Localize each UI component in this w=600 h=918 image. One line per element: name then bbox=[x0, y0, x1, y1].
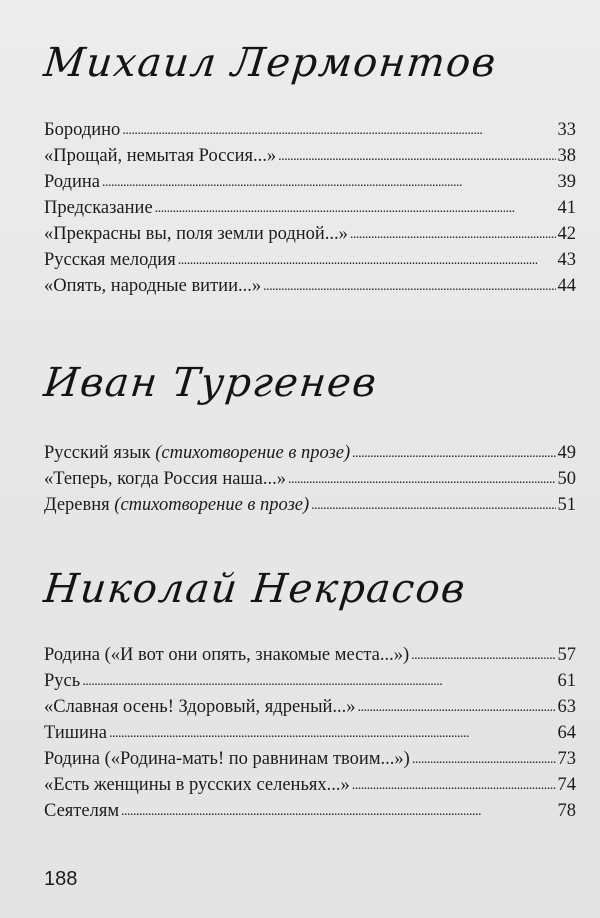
toc-entry bbox=[44, 440, 576, 466]
entry-title: «Теперь, когда Россия наша...» bbox=[44, 469, 287, 489]
dot-leader bbox=[155, 194, 556, 222]
entry-page: 42 bbox=[557, 224, 576, 244]
entry-title: Деревня (стихотворение в прозе) bbox=[44, 495, 310, 515]
dot-leader bbox=[278, 142, 555, 170]
entry-page: 50 bbox=[557, 469, 576, 489]
toc-entry bbox=[44, 195, 576, 221]
entry-page: 44 bbox=[557, 276, 576, 296]
entry-title: «Прекрасны вы, поля земли родной...» bbox=[44, 224, 348, 244]
toc-entry bbox=[44, 746, 576, 772]
entry-title: Бородино bbox=[44, 120, 121, 140]
dot-leader bbox=[102, 168, 556, 196]
dot-leader bbox=[352, 771, 556, 799]
dot-leader bbox=[82, 667, 555, 695]
dot-leader bbox=[311, 491, 555, 519]
entry-page: 43 bbox=[557, 250, 576, 270]
author-heading: Михаил Лермонтов bbox=[41, 40, 500, 86]
entry-title: «Прощай, немытая Россия...» bbox=[44, 146, 277, 166]
entry-title-italic: (стихотворение в прозе) bbox=[114, 495, 310, 515]
entry-title: Родина bbox=[44, 172, 100, 192]
entry-title: «Есть женщины в русских селеньях...» bbox=[44, 775, 350, 795]
toc-section bbox=[44, 117, 576, 299]
entry-page: 73 bbox=[557, 749, 576, 769]
entry-title: Предсказание bbox=[44, 198, 153, 218]
author-heading: Иван Тургенев bbox=[41, 360, 380, 406]
entry-title: Родина («Родина-мать! по равнинам твоим...») bbox=[44, 749, 410, 769]
entry-page: 38 bbox=[557, 146, 576, 166]
toc-entry bbox=[44, 642, 576, 668]
entry-page: 63 bbox=[557, 697, 576, 717]
entry-page: 51 bbox=[557, 495, 576, 515]
dot-leader bbox=[263, 272, 555, 300]
entry-page: 57 bbox=[557, 645, 576, 665]
toc-entry bbox=[44, 720, 576, 746]
entry-page: 39 bbox=[557, 172, 576, 192]
entry-page: 78 bbox=[557, 801, 576, 821]
dot-leader bbox=[350, 220, 556, 248]
toc-entry bbox=[44, 466, 576, 492]
toc-entry bbox=[44, 143, 576, 169]
toc-entry bbox=[44, 492, 576, 518]
toc-entry bbox=[44, 117, 576, 143]
entry-page: 49 bbox=[557, 443, 576, 463]
entry-title: Сеятелям bbox=[44, 801, 120, 821]
entry-title: Русская мелодия bbox=[44, 250, 176, 270]
entry-title: «Славная осень! Здоровый, ядреный...» bbox=[44, 697, 356, 717]
toc-entry bbox=[44, 169, 576, 195]
toc-entry bbox=[44, 247, 576, 273]
dot-leader bbox=[109, 719, 556, 747]
toc-entry bbox=[44, 221, 576, 247]
entry-title: Русский язык (стихотворение в прозе) bbox=[44, 443, 351, 463]
entry-title: Родина («И вот они опять, знакомые места...») bbox=[44, 645, 410, 665]
entry-page: 41 bbox=[557, 198, 576, 218]
toc-section bbox=[44, 440, 576, 518]
dot-leader bbox=[121, 797, 555, 825]
page-number: 188 bbox=[44, 868, 78, 890]
toc-section bbox=[44, 642, 576, 824]
entry-page: 61 bbox=[557, 671, 576, 691]
entry-title-italic: (стихотворение в прозе) bbox=[155, 443, 351, 463]
entry-title: Тишина bbox=[44, 723, 107, 743]
dot-leader bbox=[358, 693, 556, 721]
entry-title: Русь bbox=[44, 671, 81, 691]
author-heading: Николай Некрасов bbox=[41, 566, 469, 612]
toc-entry bbox=[44, 694, 576, 720]
dot-leader bbox=[352, 439, 555, 467]
dot-leader bbox=[122, 116, 555, 144]
dot-leader bbox=[412, 745, 556, 773]
dot-leader bbox=[411, 641, 555, 669]
toc-entry bbox=[44, 772, 576, 798]
toc-entry bbox=[44, 273, 576, 299]
entry-page: 33 bbox=[557, 120, 576, 140]
entry-title: «Опять, народные витии...» bbox=[44, 276, 262, 296]
entry-page: 64 bbox=[557, 723, 576, 743]
dot-leader bbox=[178, 246, 556, 274]
toc-entry bbox=[44, 798, 576, 824]
entry-page: 74 bbox=[557, 775, 576, 795]
toc-entry bbox=[44, 668, 576, 694]
dot-leader bbox=[288, 465, 555, 493]
